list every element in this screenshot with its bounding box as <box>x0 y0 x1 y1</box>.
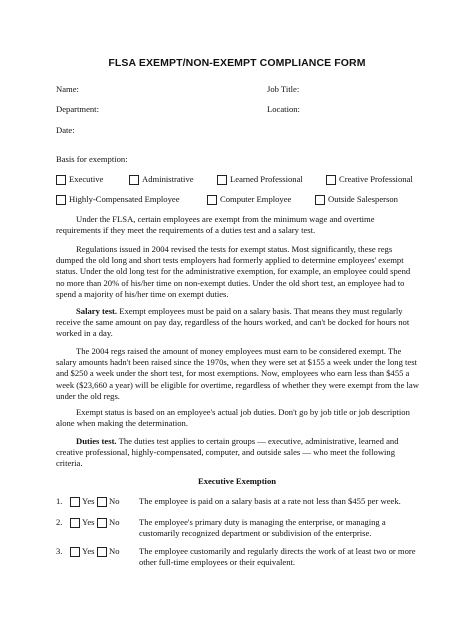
learned-professional-option-label: Learned Professional <box>230 174 303 184</box>
item-2-text: The employee's primary duty is managing the enterprise, or managing a customarily recognized department or subdivision of the enterprise. <box>139 517 386 539</box>
creative-professional-checkbox[interactable] <box>326 175 336 185</box>
outside-salesperson-option-label: Outside Salesperson <box>328 194 398 204</box>
highly-compensated-checkbox[interactable] <box>56 195 66 205</box>
duties-test-heading: Duties test. <box>76 436 117 446</box>
executive-checkbox[interactable] <box>56 175 66 185</box>
item-2-no-checkbox[interactable] <box>97 518 107 528</box>
duties-test-paragraph: Duties test. The duties test applies to certain groups — executive, administrative, learned and creative professional, highly-compensated, computer, and outside sales — who meet the following criteria. <box>56 436 399 469</box>
computer-employee-checkbox[interactable] <box>207 195 217 205</box>
item-1-no-checkbox[interactable] <box>97 497 107 507</box>
salary-test-paragraph: Salary test. Exempt employees must be paid on a salary basis. That means they must regularly receive the same amount on pay day, regardless of the hours worked, and can't be docked for hours not worked in a day. <box>56 306 410 339</box>
name-label: Name: <box>56 84 79 94</box>
yes-label: Yes <box>82 546 95 556</box>
learned-professional-checkbox[interactable] <box>217 175 227 185</box>
item-number: 2. <box>56 517 63 527</box>
item-number: 3. <box>56 546 63 556</box>
administrative-option-label: Administrative <box>142 174 194 184</box>
form-title: FLSA EXEMPT/NON-EXEMPT COMPLIANCE FORM <box>108 57 366 69</box>
executive-option-label: Executive <box>69 174 104 184</box>
item-3-yes-checkbox[interactable] <box>70 547 80 557</box>
outside-salesperson-checkbox[interactable] <box>315 195 325 205</box>
salary-test-heading: Salary test. <box>76 306 118 316</box>
creative-professional-option-label: Creative Professional <box>339 174 413 184</box>
item-1-yes-checkbox[interactable] <box>70 497 80 507</box>
job-title-label: Job Title: <box>267 84 300 94</box>
regulations-paragraph: Regulations issued in 2004 revised the tests for exempt status. Most significantly, these regs dumped the old long and short tests employers had formerly applied to determine employees' exempt status. Under the old long test for the administrative exemption, for example, an employee could spend no more than 20% of his/her time on non-exempt duties. Under the old short test, an employee had to spend a majority of his/her time on exempt duties. <box>56 244 411 299</box>
exempt-status-paragraph: Exempt status is based on an employee's actual job duties. Don't go by job title or job description alone when making the determination. <box>56 407 410 429</box>
basis-label: Basis for exemption: <box>56 154 128 164</box>
highly-compensated-option-label: Highly-Compensated Employee <box>69 194 180 204</box>
date-label: Date: <box>56 125 75 135</box>
location-label: Location: <box>267 104 300 114</box>
computer-employee-option-label: Computer Employee <box>220 194 292 204</box>
item-number: 1. <box>56 496 63 506</box>
yes-label: Yes <box>82 496 95 506</box>
administrative-checkbox[interactable] <box>129 175 139 185</box>
no-label: No <box>109 546 120 556</box>
department-label: Department: <box>56 104 99 114</box>
no-label: No <box>109 517 120 527</box>
item-3-text: The employee customarily and regularly directs the work of at least two or more other full-time employees or their equivalent. <box>139 546 416 568</box>
item-3-no-checkbox[interactable] <box>97 547 107 557</box>
salary-amount-paragraph: The 2004 regs raised the amount of money employees must earn to be considered exempt. The salary amounts hadn't been raised since the 1970s, when they were set at $155 a week under the long test and $250 a week under the short test, for most exemptions. Now, employees who earn less than $455 a week ($23,660 a year) will be eligible for overtime, regardless of whether they were exempt from the law under the old regs. <box>56 346 419 401</box>
item-1-text: The employee is paid on a salary basis at a rate not less than $455 per week. <box>139 496 401 506</box>
item-2-yes-checkbox[interactable] <box>70 518 80 528</box>
executive-exemption-heading: Executive Exemption <box>197 476 277 486</box>
no-label: No <box>109 496 120 506</box>
intro-paragraph: Under the FLSA, certain employees are exempt from the minimum wage and overtime requirements if they meet the requirements of a duties test and a salary test. <box>56 214 375 236</box>
yes-label: Yes <box>82 517 95 527</box>
